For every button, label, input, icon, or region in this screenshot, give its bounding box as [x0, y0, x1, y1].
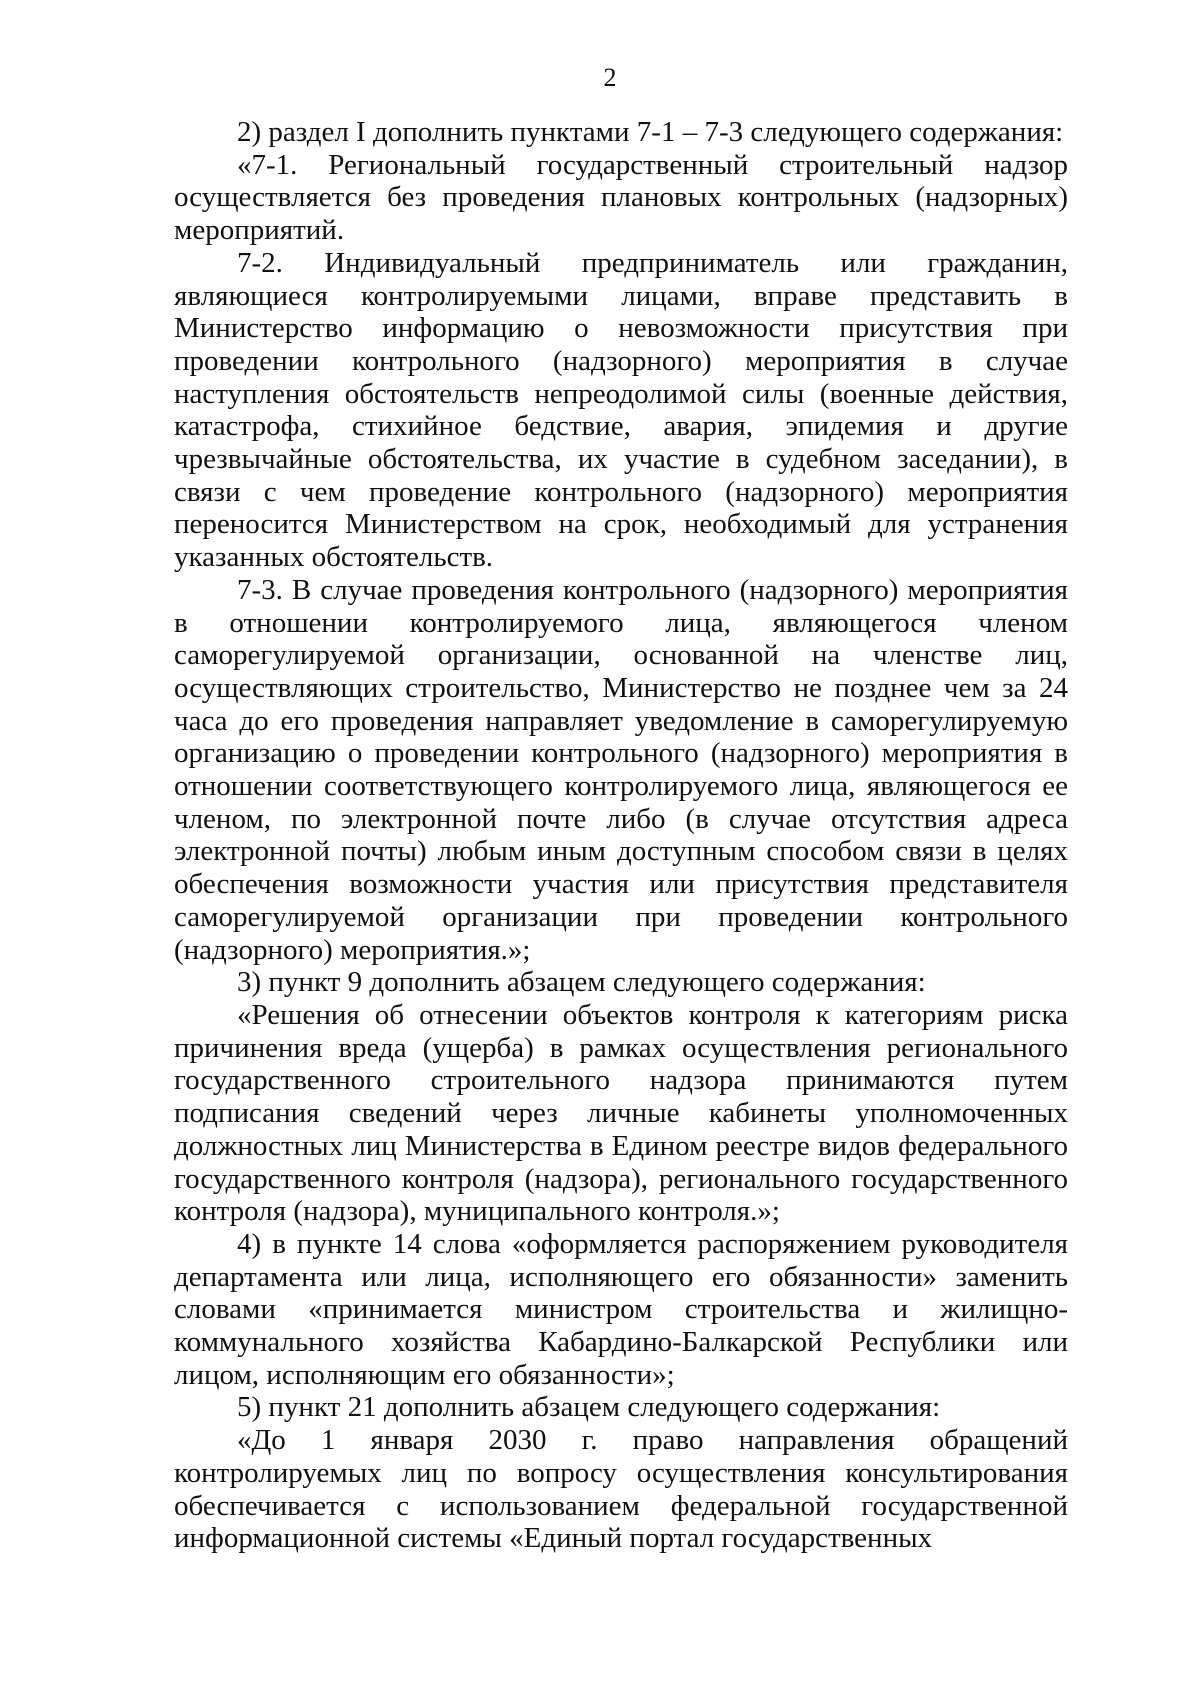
paragraph-9: «До 1 января 2030 г. право направления обращений контролируемых лиц по вопросу осуществления консультирования обеспечивается с использованием федеральной государственной информационной системы «Единый портал государственных	[174, 1424, 1068, 1555]
paragraph-2: «7-1. Региональный государственный строительный надзор осуществляется без проведения плановых контрольных (надзорных) мероприятий.	[174, 148, 1068, 247]
paragraph-4: 7-3. В случае проведения контрольного (надзорного) мероприятия в отношении контролируемого лица, являющегося членом саморегулируемой организации, основанной на членстве лиц, осуществляющих строительство, Министерство не позднее чем за 24 часа до его проведения направляет уведомление в саморегулируемую организацию о проведении контрольного (надзорного) мероприятия в отношении соответствующего контролируемого лица, являющегося ее членом, по электронной почте либо (в случае отсутствия адреса электронной почты) любым иным доступным способом связи в целях обеспечения возможности участия или присутствия представителя саморегулируемой организации при проведении контрольного (надзорного) мероприятия.»;	[174, 573, 1068, 966]
document-body	[174, 116, 1068, 1555]
paragraph-3: 7-2. Индивидуальный предприниматель или гражданин, являющиеся контролируемыми лицами, вправе представить в Министерство информацию о невозможности присутствия при проведении контрольного (надзорного) мероприятия в случае наступления обстоятельств непреодолимой силы (военные действия, катастрофа, стихийное бедствие, авария, эпидемия и другие чрезвычайные обстоятельства, их участие в судебном заседании), в связи с чем проведение контрольного (надзорного) мероприятия переносится Министерством на срок, необходимый для устранения указанных обстоятельств.	[174, 246, 1068, 574]
paragraph-6: «Решения об отнесении объектов контроля к категориям риска причинения вреда (ущерба) в рамках осуществления регионального государственного строительного надзора принимаются путем подписания сведений через личные кабинеты уполномоченных должностных лиц Министерства в Едином реестре видов федерального государственного контроля (надзора), регионального государственного контроля (надзора), муниципального контроля.»;	[174, 998, 1068, 1228]
page-number: 2	[603, 63, 617, 92]
paragraph-1: 2) раздел I дополнить пунктами 7-1 – 7-3 следующего содержания:	[237, 116, 1064, 148]
paragraph-7: 4) в пункте 14 слова «оформляется распоряжением руководителя департамента или лица, исполняющего его обязанности» заменить словами «принимается министром строительства и жилищно-коммунального хозяйства Кабардино-Балкарской Республики или лицом, исполняющим его обязанности»;	[174, 1227, 1068, 1391]
paragraph-5: 3) пункт 9 дополнить абзацем следующего содержания:	[237, 966, 926, 999]
paragraph-8: 5) пункт 21 дополнить абзацем следующего содержания:	[237, 1391, 941, 1424]
